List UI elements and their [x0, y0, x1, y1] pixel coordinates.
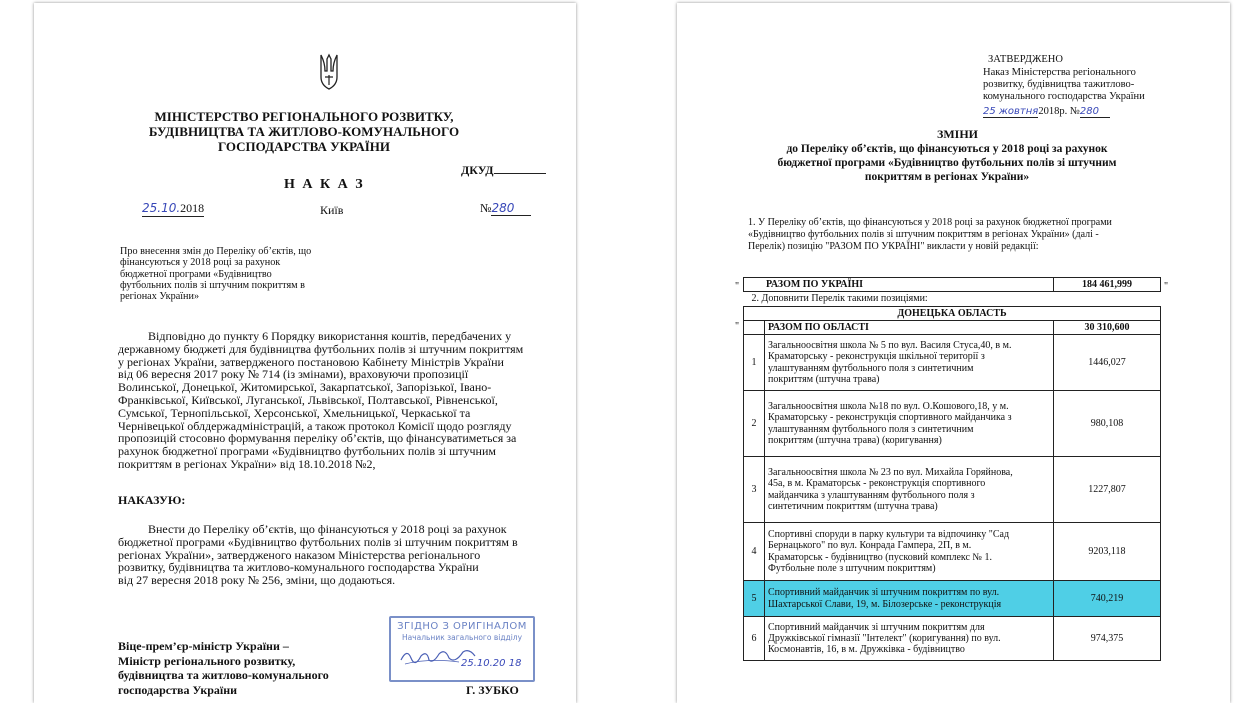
- trident-emblem: [318, 53, 340, 91]
- order-subject: Про внесення змін до Переліку об’єктів, що фінансуються у 2018 році за рахунок бюджетної програми «Будівництво футбольних полів зі штучним покриттям в регіонах України»: [120, 246, 312, 303]
- region-header: ДОНЕЦЬКА ОБЛАСТЬ: [744, 306, 1161, 320]
- order-number: №280: [480, 201, 531, 216]
- approved-date: 25 жовтня2018р. №280: [983, 106, 1110, 118]
- region-total-row: РАЗОМ ПО ОБЛАСТІ 30 310,600: [744, 320, 1161, 334]
- signer-position: Віце-прем’єр-міністр України – Міністр регіонального розвитку, будівництва та житлово-комунального господарства України: [118, 639, 329, 697]
- item-2: 2. Доповнити Перелік такими позиціями:: [751, 293, 928, 305]
- signature-scribble: [399, 644, 479, 668]
- table-row: 1 Загальноосвітня школа № 5 по вул. Василя Стуса,40, в м. Краматорську - реконструкція шкільної території з улаштуванням футбольного поля з синтетичним покриттям (штучна трава) 1446,027: [744, 335, 1161, 391]
- objects-table: [743, 277, 1161, 661]
- table-row: 4 Спортивні споруди в парку культури та відпочинку "Сад Бернацького" по вул. Конрада Гампера, 2П, в м. Краматорськ - будівництво (пусковий комплекс № 1. Футбольне поле з штучним покриттям) 9203,118: [744, 523, 1161, 581]
- changes-subtitle: до Переліку об’єктів, що фінансуються у 2018 році за рахунок бюджетної програми «Будівництво футбольних полів зі штучним покриттям в регіонах України»: [777, 143, 1117, 183]
- signer-name: Г. ЗУБКО: [466, 683, 519, 697]
- changes-page: ЗАТВЕРДЖЕНО Наказ Міністерства регіонального розвитку, будівництва тажитлово- комунального господарства України 25 жовтня2018р. №280 ЗМІНИ до Переліку об’єктів, що фінансуються у 2018 році за рахунок бюджетної програми «Будівництво футбольних полів зі штучним покриттям в регіонах України» 1. У Переліку об’єктів, що фінансуються у 2018 році за рахунок бюджетної програми «Будівництво футбольних полів зі штучним покриттям в регіонах України» (далі - Перелік) позицію "РАЗОМ ПО УКРАЇНІ" викласти у новій редакції: " " " РАЗОМ ПО УКРАЇНІ 184 461,999 2. Доповнити Перелік такими позиціями: ДОНЕЦЬКА ОБЛАСТЬ РАЗОМ ПО ОБЛАСТІ 30 310,600 1 Загальноосвітня школа № 5 по вул. Василя Стуса,40, в м. Краматорську - реконструкція шкільної території з улаштуванням футбольного поля з синтетичним покриттям (штучна трава) 1446,027 2 Загальноосвітня школа №18 по вул. О.Кошового,18, у м. Краматорську - реконструкція спортивного майданчика з улаштуванням футбольного поля з синтетичним покриттям (штучна трава) (коригування) 980,108 3 Загальноосвітня школа № 23 по вул. Михайла Горяйнова, 45а, в м. Краматорськ - реконструкція спортивного майданчика з улаштуванням футбольного поля з синтетичним покриттям (штучна трава) 1227,807 4 Спортивні споруди в парку культури та відпочинку "Сад Бернацького" по вул. Конрада Гампера, 2П, в м. Краматорськ - будівництво (пусковий комплекс № 1. Футбольне поле з штучним покриттям) 9203,118 5 Спортивний майданчик зі штучним покриттям по вул. Шахтарської Слави, 19, м. Білозерське - реконструкція 740,219 6 Спортивний майданчик зі штучним покриттям для Дружківської гімназії "Інтелект" (коригування) по вул. Космонавтів, 16, в м. Дружківка - будівництво 974,375: [677, 3, 1230, 703]
- table-row-highlighted: 5 Спортивний майданчик зі штучним покриттям по вул. Шахтарської Слави, 19, м. Білозерське - реконструкція 740,219: [744, 581, 1161, 617]
- order-page: [34, 3, 576, 703]
- order-date: 25.10.2018: [142, 201, 205, 215]
- table-row: 6 Спортивний майданчик зі штучним покриттям для Дружківської гімназії "Інтелект" (коригування) по вул. Космонавтів, 16, в м. Дружківка - будівництво 974,375: [744, 617, 1161, 661]
- changes-title: ЗМІНИ: [937, 127, 978, 141]
- order-word: НАКАЗУЮ:: [118, 493, 186, 507]
- order-city: Київ: [320, 203, 344, 217]
- item-1: 1. У Переліку об’єктів, що фінансуються у 2018 році за рахунок бюджетної програми «Будівництво футбольних полів зі штучним покриттям в регіонах України» (далі - Перелік) позицію "РАЗОМ ПО УКРАЇНІ" викласти у новій редакції:: [748, 217, 1112, 252]
- table-row: 3 Загальноосвітня школа № 23 по вул. Михайла Горяйнова, 45а, в м. Краматорськ - реконструкція спортивного майданчика з улаштуванням футбольного поля з синтетичним покриттям (штучна трава) 1227,807: [744, 457, 1161, 523]
- dkud-label: ДКУД: [461, 163, 546, 178]
- ministry-header: МІНІСТЕРСТВО РЕГІОНАЛЬНОГО РОЗВИТКУ, БУДІВНИЦТВА ТА ЖИТЛОВО-КОМУНАЛЬНОГО ГОСПОДАРСТВА УКРАЇНИ: [148, 109, 460, 154]
- approved-label: ЗАТВЕРДЖЕНО: [988, 54, 1063, 65]
- order-decision: Внести до Переліку об’єктів, що фінансуються у 2018 році за рахунок бюджетної програми «Будівництво футбольних полів зі штучним покриттям в регіонах України», затвердженого наказом Міністерства регіонального розвитку, будівництва та житлово-комунального господарства України від 27 вересня 2018 року № 256, зміни, що додаються.: [118, 522, 518, 588]
- document-title: Н А К А З: [284, 177, 365, 192]
- total-ukraine-row: РАЗОМ ПО УКРАЇНІ 184 461,999: [744, 278, 1161, 292]
- table-row: 2 Загальноосвітня школа №18 по вул. О.Кошового,18, у м. Краматорську - реконструкція спортивного майданчика з улаштуванням футбольного поля з синтетичним покриттям (штучна трава) (коригування) 980,108: [744, 391, 1161, 457]
- approved-block: Наказ Міністерства регіонального розвитку, будівництва тажитлово- комунального господарства України: [983, 67, 1145, 102]
- copy-stamp: ЗГІДНО З ОРИГІНАЛОМ Начальник загального відділу 25.10.20 18: [389, 616, 535, 682]
- order-body: Відповідно до пункту 6 Порядку використання коштів, передбачених у державному бюджеті для будівництва футбольних полів зі штучним покриттям у регіонах України, затвердженого постановою Кабінету Міністрів України від 06 вересня 2017 року № 714 (із змінами), враховуючи пропозиції Волинської, Донецької, Житомирської, Закарпатської, Запорізької, Івано- Франківської, Київської, Луганської, Львівської, Полтавської, Рівненської, Сумської, Тернопільської, Херсонської, Хмельницької, Черкаської та Чернівецької облдержадміністрацій, а також протокол Комісії щодо розгляду пропозицій стосовно формування переліку об’єктів, що фінансуватиметься за рахунок бюджетної програми «Будівництво футбольних полів зі штучним покриттям в регіонах України» від 18.10.2018 №2,: [118, 329, 524, 471]
